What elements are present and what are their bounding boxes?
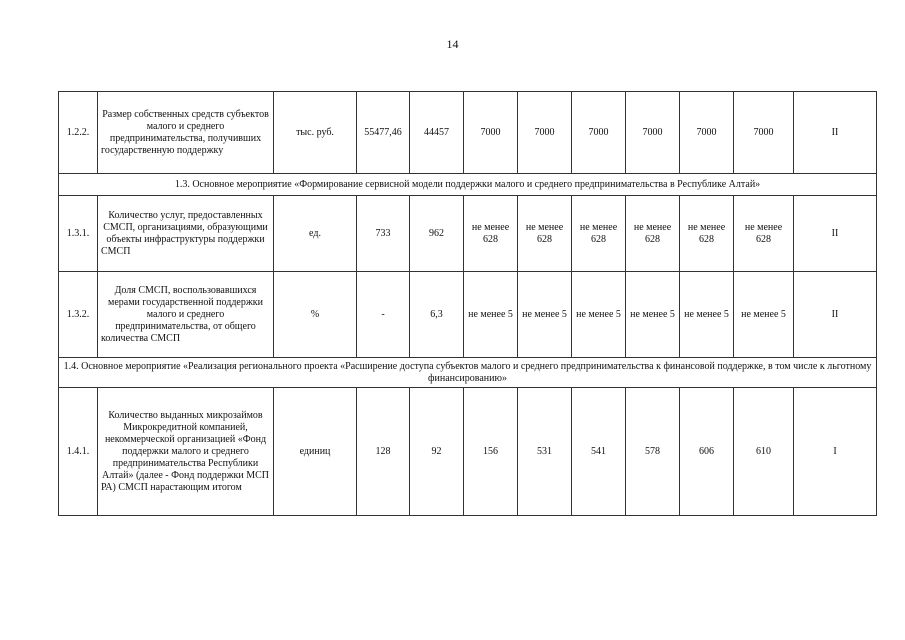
unit-cell: ед. bbox=[274, 196, 357, 272]
indicator-row bbox=[59, 388, 877, 516]
value-cell: 44457 bbox=[410, 92, 464, 174]
value-cell: не менее 628 bbox=[680, 196, 734, 272]
indicator-description: Доля СМСП, воспользовавшихся мерами государственной поддержки малого и среднего предпринимательства, от общего количества СМСП bbox=[98, 272, 274, 358]
value-cell: 531 bbox=[518, 388, 572, 516]
category-cell: II bbox=[794, 272, 877, 358]
unit-cell: тыс. руб. bbox=[274, 92, 357, 174]
value-cell: 128 bbox=[357, 388, 410, 516]
category-cell: II bbox=[794, 92, 877, 174]
indicator-row bbox=[59, 196, 877, 272]
value-cell: 7000 bbox=[680, 92, 734, 174]
indicator-description: Количество выданных микрозаймов Микрокредитной компанией, некоммерческой организацией «Фонд поддержки малого и среднего предпринимательства Республики Алтай» (далее - Фонд поддержки МСП РА) СМСП нарастающим итогом bbox=[98, 388, 274, 516]
value-cell: 7000 bbox=[464, 92, 518, 174]
value-cell: 578 bbox=[626, 388, 680, 516]
value-cell: 7000 bbox=[572, 92, 626, 174]
indicator-description: Количество услуг, предоставленных СМСП, организациями, образующими объекты инфраструктуры поддержки СМСП bbox=[98, 196, 274, 272]
value-cell: 7000 bbox=[626, 92, 680, 174]
section-title: 1.4. Основное мероприятие «Реализация регионального проекта «Расширение доступа субъектов малого и среднего предпринимательства к финансовой поддержке, в том числе к льготному финансированию» bbox=[59, 358, 877, 388]
row-number: 1.3.1. bbox=[59, 196, 98, 272]
value-cell: не менее 5 bbox=[680, 272, 734, 358]
value-cell: 6,3 bbox=[410, 272, 464, 358]
section-title: 1.3. Основное мероприятие «Формирование сервисной модели поддержки малого и среднего предпринимательства в Республике Алтай» bbox=[59, 174, 877, 196]
category-cell: II bbox=[794, 196, 877, 272]
value-cell: 606 bbox=[680, 388, 734, 516]
row-number: 1.2.2. bbox=[59, 92, 98, 174]
value-cell: - bbox=[357, 272, 410, 358]
indicator-row bbox=[59, 92, 877, 174]
value-cell: 55477,46 bbox=[357, 92, 410, 174]
category-cell: I bbox=[794, 388, 877, 516]
row-number: 1.3.2. bbox=[59, 272, 98, 358]
page-number: 14 bbox=[446, 37, 459, 51]
value-cell: 7000 bbox=[518, 92, 572, 174]
value-cell: 733 bbox=[357, 196, 410, 272]
value-cell: 962 bbox=[410, 196, 464, 272]
value-cell: не менее 628 bbox=[518, 196, 572, 272]
value-cell: не менее 628 bbox=[464, 196, 518, 272]
value-cell: не менее 5 bbox=[518, 272, 572, 358]
unit-cell: единиц bbox=[274, 388, 357, 516]
section-row bbox=[59, 174, 877, 196]
value-cell: не менее 5 bbox=[734, 272, 794, 358]
value-cell: не менее 628 bbox=[626, 196, 680, 272]
unit-cell: % bbox=[274, 272, 357, 358]
value-cell: не менее 628 bbox=[572, 196, 626, 272]
section-row bbox=[59, 358, 877, 388]
value-cell: 541 bbox=[572, 388, 626, 516]
value-cell: 92 bbox=[410, 388, 464, 516]
value-cell: не менее 5 bbox=[464, 272, 518, 358]
row-number: 1.4.1. bbox=[59, 388, 98, 516]
indicator-description: Размер собственных средств субъектов малого и среднего предпринимательства, получивших государственную поддержку bbox=[98, 92, 274, 174]
value-cell: 610 bbox=[734, 388, 794, 516]
indicator-row bbox=[59, 272, 877, 358]
indicator-table bbox=[58, 91, 877, 516]
value-cell: 156 bbox=[464, 388, 518, 516]
value-cell: не менее 628 bbox=[734, 196, 794, 272]
value-cell: не менее 5 bbox=[572, 272, 626, 358]
value-cell: 7000 bbox=[734, 92, 794, 174]
value-cell: не менее 5 bbox=[626, 272, 680, 358]
